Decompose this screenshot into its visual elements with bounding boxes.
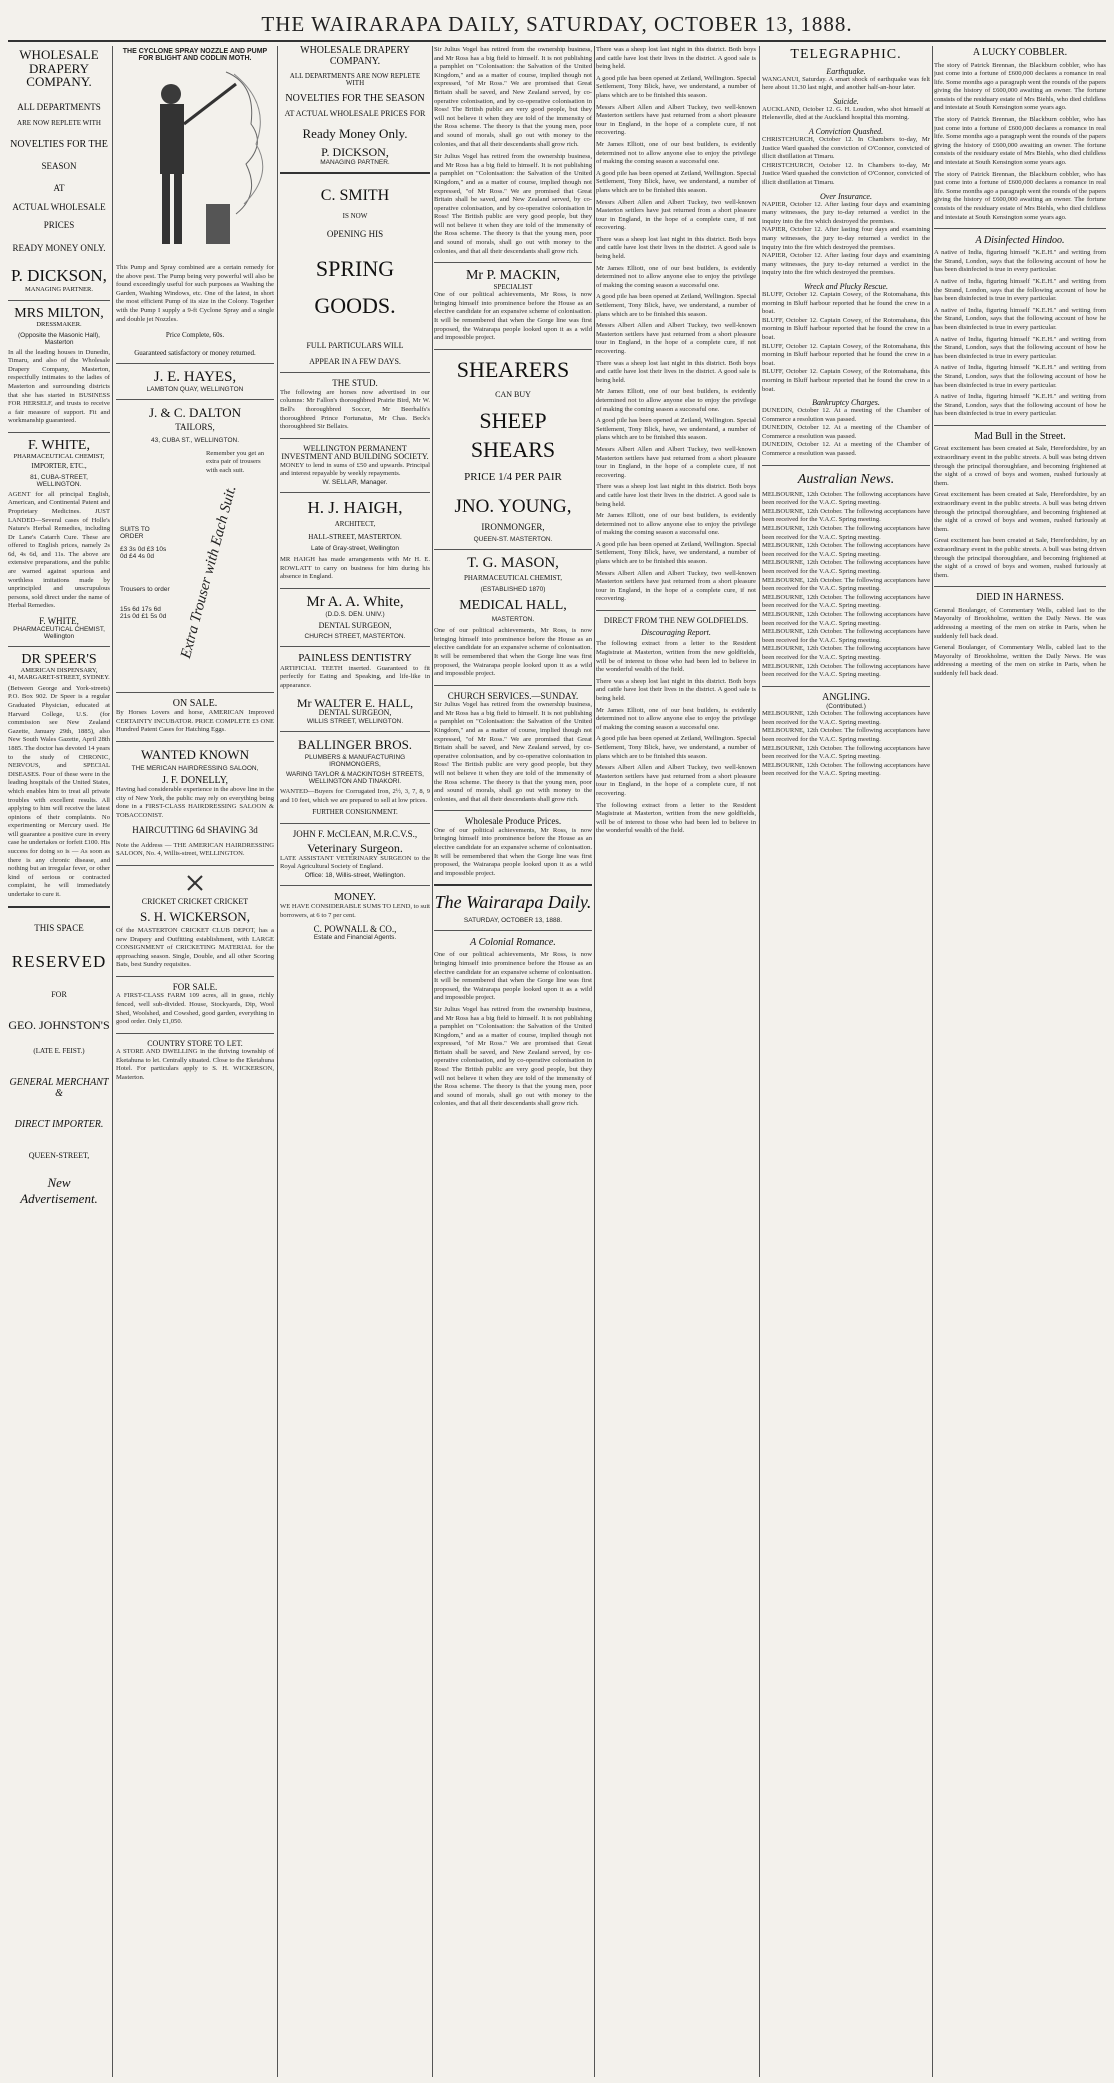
wholesale-heading: WHOLESALE <box>19 47 99 62</box>
article-heading: A LUCKY COBBLER. <box>972 47 1068 58</box>
ad-text: W. SELLAR, Manager. <box>322 478 388 486</box>
ad-text: CAN BUY <box>495 389 531 399</box>
article-body: NAPIER, October 12. After lasting four days and examining many witnesses, the jury to-day returned a verdict in the inquiry into the fire which destroyed the premises. <box>762 226 930 251</box>
man-with-sprayer-icon <box>116 64 274 264</box>
ad-text: NOVELTIES FOR THE <box>10 138 108 150</box>
ad-body: Remember you get an extra pair of trousers with each suit. <box>206 449 265 474</box>
masthead <box>0 0 1114 44</box>
ad-text: Late of Gray-street, Wellington <box>310 545 400 553</box>
ad-body: AGENT for all principal English, American, and Continental Patent and Proprietary Medicines. JUST LANDED—Several cases of Holle's Nature's Herbal Remedies, including Dr Lane's Catarrh Cure. These are offered to English prices, namely 2s 6d, 4s 6d, and 11s. The above are extensive preparations, and the public are warned against spurious and worthless imitations made by unprincipled and unscrupulous persons, sold direct under the name of Herbal Remedies. <box>8 490 110 610</box>
ad-text: MEDICAL HALL, <box>459 597 567 613</box>
ad-name: DR SPEER'S <box>21 652 97 668</box>
article-body: MELBOURNE, 12th October. The following acceptances have been received for the V.A.C. Spring meeting. <box>762 576 930 593</box>
ad-text: ALL DEPARTMENTS ARE NOW REPLETE WITH <box>289 72 421 88</box>
column-4 <box>434 46 592 2077</box>
article-body: MELBOURNE, 12th October. The following acceptances have been received for the V.A.C. Spring meeting. <box>762 628 930 644</box>
ad-name: S. H. WICKERSON, <box>140 909 250 925</box>
article-subheading: Discouraging Report. <box>641 628 711 638</box>
article-body: Great excitement has been created at Sale, Herefordshire, by an extraordinary event in the public streets. A bull was being driven through the principal thoroughfare, and becoming frightened at the sight of a crowd of boys and women, rushed furiously at them. <box>934 537 1106 579</box>
section-heading: CHURCH SERVICES.—SUNDAY. <box>447 690 579 701</box>
ad-name: GEO. JOHNSTON'S <box>8 1018 110 1033</box>
ad-text: ALL DEPARTMENTS <box>17 101 101 112</box>
ad-text: RESERVED <box>11 952 107 972</box>
article-body: MELBOURNE, 12th October. The following acceptances have been received for the V.A.C. Spring meeting. <box>762 593 930 610</box>
article-heading: Bankruptcy Charges. <box>812 398 880 408</box>
article-body: A good pile has been opened at Zetland, Wellington. Special Settlement, Tony Blick, have, we understand, a number of plans which are to be finished this season. <box>596 169 756 194</box>
ad-text: Veterinary Surgeon. <box>307 841 403 856</box>
article-body: Mr James Elliott, one of our best builders, is evidently determined not to allow anyone else to enjoy the privilege of making the coming season a successful one. <box>596 264 756 289</box>
ad-text: QUEEN-ST. MASTERTON. <box>473 536 553 544</box>
masthead-rule <box>8 40 1106 42</box>
ad-name: MRS MILTON, <box>14 306 104 322</box>
ad-text: SPECIALIST <box>493 282 533 291</box>
article-body: A native of India, figuring himself "K.E.H." and writing from the Strand, London, says that the following account of how he has been disinfected is true in every particular. <box>934 393 1106 418</box>
ad-text: ACTUAL WHOLESALE <box>12 202 106 213</box>
ad-text: CRICKET CRICKET CRICKET <box>141 897 249 907</box>
column-5 <box>596 46 756 2077</box>
article-body: Mr James Elliott, one of our best builders, is evidently determined not to allow anyone else to enjoy the privilege of making the coming season a successful one. <box>596 512 756 537</box>
ad-text: Trousers to order <box>120 585 170 593</box>
ad-text: FURTHER CONSIGNMENT. <box>312 808 398 817</box>
ad-name: C. POWNALL & CO., <box>313 923 397 934</box>
ad-body: ARTIFICIAL TEETH inserted. Guaranteed to fit perfectly for Eating and Speaking, and life-like in appearance. <box>280 664 430 689</box>
ad-text: LAMBTON QUAY, WELLINGTON <box>146 385 244 393</box>
article-body: MELBOURNE, 12th October. The following acceptances have been received for the V.A.C. Spring meeting. <box>762 744 930 761</box>
column-7 <box>934 46 1106 2077</box>
ad-heading: PAINLESS DENTISTRY <box>298 652 412 665</box>
ad-text: 15s 6d 17s 6d 21s 0d £1 5s 0d <box>120 605 167 620</box>
ad-text: HALL-STREET, MASTERTON. <box>308 532 402 541</box>
article-body: A native of India, figuring himself "K.E.H." and writing from the Strand, London, says that the following account of how he has been disinfected is true in every particular. <box>934 306 1106 331</box>
ad-text: FOR <box>51 989 67 999</box>
section-heading: Wholesale Produce Prices. <box>464 816 562 827</box>
article-body: Messrs Albert Allen and Albert Tuckey, two well-known Masterton settlers have just returned from a short pleasure tour in England, in the hope of a complete cure, if not recovering. <box>596 198 756 232</box>
ad-text: FULL PARTICULARS WILL <box>306 340 404 350</box>
vertical-slogan: Extra Trouser with Each Suit. <box>178 483 240 660</box>
ad-text: AT <box>53 182 65 193</box>
article-body: NAPIER, October 12. After lasting four days and examining many witnesses, the jury to-day returned a verdict in the inquiry into the fire which destroyed the premises. <box>762 252 930 277</box>
ad-body: This Pump and Spray combined are a certain remedy for the above pest. The Pump being very powerful will also be found exceedingly useful for such purposes as Washing the Garden, Washing Windows, etc. One of the latest, in short the most efficient Pump of its size in the Colony. Together with the Pump I supply a 9-ft Cyclone Spray and a single and double jet Nozzles. <box>116 264 274 323</box>
wholesale-heading: COMPANY. <box>26 74 92 90</box>
article-body: MELBOURNE, 12th October. The following acceptances have been received for the V.A.C. Spring meeting. <box>762 710 930 726</box>
ad-text: DENTAL SURGEON, <box>318 620 392 630</box>
ad-body: MR HAIGH has made arrangements with Mr H. E. ROWLATT to carry on business for him during his absence in England. <box>280 556 430 581</box>
ad-text: ARCHITECT, <box>334 519 376 528</box>
column-6 <box>762 46 930 2077</box>
article-body: A native of India, figuring himself "K.E.H." and writing from the Strand, London, says that the following account of how he has been disinfected is true in every particular. <box>934 249 1106 274</box>
article-body: CHRISTCHURCH, October 12. In Chambers to-day, Mr Justice Ward quashed the conviction of O'Connor, convicted of illicit distillation at Timaru. <box>762 136 930 161</box>
article-heading: DIED IN HARNESS. <box>976 592 1064 604</box>
article-body: There was a sheep lost last night in this district. Both boys and cattle have lost their lives in the district. A good sale is being held. <box>596 235 756 261</box>
article-body: MELBOURNE, 12th October. The following acceptances have been received for the V.A.C. Spring meeting. <box>762 727 930 743</box>
article-body: The following extract from a letter to the Resident Magistrate at Masterton, written from the new goldfields, will be of interest to those who had been led to believe in the wonderful wealth of the field. <box>596 640 756 674</box>
dalton-ad <box>116 406 274 686</box>
ad-text: (Opposite the Masonic Hall), Masterton <box>17 331 100 346</box>
ad-text: PHARMACEUTICAL CHEMIST, <box>463 574 562 583</box>
ad-text: SPRING <box>315 256 395 282</box>
ad-text: SHEARS <box>470 437 556 463</box>
ad-text: GENERAL MERCHANT & <box>9 1077 109 1100</box>
ad-text: PRICES <box>43 219 75 230</box>
ad-heading: FOR SALE. <box>172 982 218 993</box>
ad-text: PRICE 1/4 PER PAIR <box>464 470 562 483</box>
wholesale-heading: DRAPERY <box>29 60 89 76</box>
sprayer-illustration <box>116 64 274 264</box>
column-divider <box>759 46 760 2077</box>
ad-text: WILLIS STREET, WELLINGTON. <box>306 717 404 725</box>
article-body: Messrs Albert Allen and Albert Tuckey, two well-known Masterton settlers have just returned from a short pleasure tour in England, in the hope of a complete cure, if not recovering. <box>596 764 756 797</box>
ad-text: Estate and Financial Agents. <box>313 934 397 942</box>
ad-body: (Between George and York-streets) P.O. Box 902. Dr Speer is a regular Graduated Physician, educated at Harvard College, U.S. (for commission see New Zealand Gazette, January 29th, 1885), also New South Wales Gazette, April 28th 1885. The doctor has devoted 14 years to the study of CHRONIC, NERVOUS, and SPECIAL DISEASES. Four of these were in the leading hospitals of the United States, which enables him to treat all private troubles with excellent results. All applying to him will receive the latest opinions of their complaints. No experimenting or Mercury used. He will guarantee a positive cure in every case he undertakes or forfeit £100. His success for doing so is — As soon as there is any chronic disease, and nothing but an irregular fever, or other kind of serious or contracted complaint, he will immediately undertake to cure it. <box>8 684 110 899</box>
article-body: MELBOURNE, 12th October. The following acceptances have been received for the V.A.C. Spring meeting. <box>762 559 930 575</box>
article-body: A native of India, figuring himself "K.E.H." and writing from the Strand, London, says that the following account of how he has been disinfected is true in every particular. <box>934 364 1106 389</box>
ad-text: OPENING HIS <box>326 228 384 239</box>
article-body: MELBOURNE, 12th October. The following acceptances have been received for the V.A.C. Spring meeting. <box>762 490 930 507</box>
ad-name: Mr WALTER E. HALL, <box>296 695 414 710</box>
article-subheading: (Contributed.) <box>826 703 866 711</box>
cricket-bat-icon <box>184 872 206 894</box>
ad-body: MONEY to lend in sums of £50 and upwards. Principal and interest repayable by weekly repayments. <box>280 461 430 478</box>
ad-text: QUEEN-STREET, <box>28 1151 90 1161</box>
article-body: MELBOURNE, 12th October. The following acceptances have been received for the V.A.C. Spring meeting. <box>762 645 930 661</box>
ad-text: New Advertisement. <box>20 1174 98 1206</box>
ad-name: JOHN F. McCLEAN, M.R.C.V.S., <box>292 828 418 839</box>
article-heading: Wreck and Plucky Rescue. <box>803 281 889 291</box>
article-body: A native of India, figuring himself "K.E.H." and writing from the Strand, London, says that the following account of how he has been disinfected is true in every particular. <box>934 335 1106 360</box>
ad-name: P. DICKSON, <box>11 266 107 286</box>
ad-text: AT ACTUAL WHOLESALE PRICES FOR <box>284 109 426 119</box>
article-body: A good pile has been opened at Zetland, Wellington. Special Settlement, Tony Blick, have, we understand, a number of plans which are to be finished this season. <box>596 735 756 760</box>
article-body: The following extract from a letter to the Resident Magistrate at Masterton, written from the new goldfields, will be of interest to those who had been led to believe in the wonderful wealth of the field. <box>596 801 756 835</box>
ad-body: WANTED—Buyers for Corrugated Iron, 2½, 3, 7, 8, 9 and 10 feet, which we are prepared to sell at low prices. <box>280 788 430 804</box>
ad-text: READY MONEY ONLY. <box>12 242 106 253</box>
article-body: BLUFF, October 12. Captain Cowey, of the Rotomahana, this morning in Bluff harbour reported that he found the crew in a boat. <box>762 368 930 393</box>
article-body: The story of Patrick Brennan, the Blackburn cobbler, who has just come into a fortune of £600,000 declares a romance in real life. Some months ago a paragraph went the rounds of the papers giving the history of £600,000 awaiting an owner. The fortune consists of the residuary estate of Mrs Biehls, who died childless and intestate at South Kensington some years ago. <box>934 170 1106 221</box>
article-body: There was a sheep lost last night in this district. Both boys and cattle have lost their lives in the district. A good sale is being held. <box>596 483 756 508</box>
article-body: BLUFF, October 12. Captain Cowey, of the Rotomahana, this morning in Bluff harbour reported that he found the crew in a boat. <box>762 316 930 341</box>
ad-body: By Horses Lovers and horse, AMERICAN Improved CERTAINTY INCUBATOR. PRICE COMPLETE £3 ONE Hundred Patent Cases for Hatching Eggs. <box>116 709 274 734</box>
article-body: A good pile has been opened at Zetland, Wellington. Special Settlement, Tony Blick, have, we understand, a number of plans which are to be finished this season. <box>596 417 756 442</box>
article-body: A good pile has been opened at Zetland, Wellington. Special Settlement, Tony Blick, have, we understand, a number of plans which are to be finished this season. <box>596 74 756 99</box>
article-heading: A Colonial Romance. <box>470 937 556 949</box>
ad-text: NOVELTIES FOR THE SEASON <box>285 92 425 104</box>
ad-text: 43, CUBA ST., WELLINGTON. <box>150 436 240 444</box>
newspaper-title: THE WAIRARAPA DAILY, SATURDAY, OCTOBER 13, 1888. <box>261 12 853 36</box>
ad-name: F. WHITE, <box>27 437 90 453</box>
article-body: Sir Julius Vogel has retired from the ownership business, and Mr Ross has a big field to himself. It is not publishing a pamphlet on "Colonisation: the Salvation of the United Kingdom," and as a matter of course, implied though not expressed, "of Mr Ross." We are promised that Great Britain shall be saved, and New Zealand served, by co-operative colonisation, and by co-operative colonisation in Ross! The British public are very good people, but they will not believe it when they are told of the immensity of the Ross scheme. The theory is that the young men, poor and sound of morals, shall go out with money to the colonies, and that all their descendants shall grow rich. <box>434 701 592 803</box>
ad-text: GOODS. <box>314 293 396 319</box>
article-body: NAPIER, October 12. After lasting four days and examining many witnesses, the jury to-day returned a verdict in the inquiry into the fire which destroyed the premises. <box>762 200 930 225</box>
ad-text: TAILORS, <box>175 422 215 433</box>
article-body: One of our political achievements, Mr Ross, is now bringing himself into prominence before the House as an elective candidate for an expansive scheme of colonisation. It will be remembered that when the Gorge line was first proposed, the Wairarapa people looked upon it as a wild and impossible project. <box>434 291 592 342</box>
article-body: MELBOURNE, 12th October. The following acceptances have been received for the V.A.C. Spring meeting. <box>762 507 930 524</box>
ad-text: CHURCH STREET, MASTERTON. <box>304 633 406 641</box>
article-body: A good pile has been opened at Zetland, Wellington. Special Settlement, Tony Blick, have, we understand, a number of plans which are to be finished this season. <box>596 540 756 566</box>
ad-text: (ESTABLISHED 1870) <box>480 585 546 593</box>
ad-body: Of the MASTERTON CRICKET CLUB DEPOT, has a new Drapery and Outfitting establishment, with LARGE CONSIGNMENT of CRICKETING MATERIAL for the approaching season. Single, Double, and all other Scoring Bats, best Sundry requisites. <box>116 927 274 969</box>
article-body: Mr James Elliott, one of our best builders, is evidently determined not to allow anyone else to enjoy the privilege of making the coming season a successful one. <box>596 706 756 731</box>
ad-text: DRESSMAKER. <box>36 320 82 328</box>
column-divider <box>112 46 113 2077</box>
ad-name: P. DICKSON, <box>321 145 389 160</box>
article-body: AUCKLAND, October 12. G. H. Loudon, who shot himself at Helensville, died at the Auckland hospital this morning. <box>762 105 930 122</box>
column-3 <box>280 46 430 2077</box>
article-body: MELBOURNE, 12th October. The following acceptances have been received for the V.A.C. Spring meeting. <box>762 610 930 627</box>
ad-text: (LATE E. FEIST.) <box>33 1046 85 1055</box>
ad-text: £3 3s 0d £3 10s 0d £4 4s 0d <box>120 545 167 560</box>
article-body: One of our political achievements, Mr Ross, is now bringing himself into prominence before the House as an elective candidate for an expansive scheme of colonisation. It will be remembered that when the Gorge line was first proposed, the Wairarapa people looked upon it as a wild and impossible project. <box>434 951 592 1002</box>
paper-date: SATURDAY, OCTOBER 13, 1888. <box>463 917 563 925</box>
column-divider <box>594 46 595 2077</box>
ad-name: C. SMITH <box>320 186 390 204</box>
ad-text: HAIRCUTTING 6d SHAVING 3d <box>132 825 258 836</box>
article-body: Messrs Albert Allen and Albert Tuckey, two well-known Masterton settlers have just returned from a short pleasure tour in England, in the hope of a complete cure, if not recovering. <box>596 569 756 603</box>
article-body: Great excitement has been created at Sale, Herefordshire, by an extraordinary event in the public streets. A bull was being driven through the principal thoroughfare, and becoming frightened at the sight of a crowd of boys and women, rushed furiously at them. <box>934 445 1106 487</box>
column-divider <box>277 46 278 2077</box>
article-body: CHRISTCHURCH, October 12. In Chambers to-day, Mr Justice Ward quashed the conviction of O'Connor, convicted of illicit distillation at Timaru. <box>762 161 930 187</box>
ad-text: SHEARERS <box>456 356 570 382</box>
article-body: DUNEDIN, October 12. At a meeting of the Chamber of Commerce a resolution was passed. <box>762 407 930 423</box>
article-body: Great excitement has been created at Sale, Herefordshire, by an extraordinary event in the public streets. A bull was being driven through the principal thoroughfare, and becoming frightened at the sight of a crowd of boys and women, rushed furiously at them. <box>934 491 1106 533</box>
article-heading: A Disinfected Hindoo. <box>975 235 1065 247</box>
ad-text: DIRECT IMPORTER. <box>14 1119 104 1131</box>
article-body: There was a sheep lost last night in this district. Both boys and cattle have lost their lives in the district. A good sale is being held. <box>596 677 756 702</box>
article-body: The story of Patrick Brennan, the Blackburn cobbler, who has just come into a fortune of £600,000 declares a romance in real life. Some months ago a paragraph went the rounds of the papers giving the history of £600,000 awaiting an owner. The fortune consists of the residuary estate of Mrs Biehls, who died childless and intestate at South Kensington some years ago. <box>934 116 1106 167</box>
article-body: DUNEDIN, October 12. At a meeting of the Chamber of Commerce a resolution was passed. <box>762 424 930 440</box>
article-body: MELBOURNE, 12th October. The following acceptances have been received for the V.A.C. Spring meeting. <box>762 542 930 558</box>
article-body: BLUFF, October 12. Captain Cowey, of the Rotomahana, this morning in Bluff harbour reported that he found the crew in a boat. <box>762 290 930 316</box>
ad-body: WE HAVE CONSIDERABLE SUMS TO LEND, to suit borrowers, at 6 to 7 per cent. <box>280 903 430 920</box>
column-1 <box>8 46 110 2077</box>
article-body: Sir Julius Vogel has retired from the ownership business, and Mr Ross has a big field to himself. It is not publishing a pamphlet on "Colonisation: the Salvation of the United Kingdom," and as a matter of course, implied though not expressed, "of Mr Ross." We are promised that Great Britain shall be saved, and New Zealand served, by co-operative colonisation, and by co-operative colonisation in Ross! The British public are very good people, but they will not believe it when they are told of the immensity of the Ross scheme. The theory is that the young men, poor and sound of morals, shall go out with money to the colonies, and that all their descendants shall grow rich. <box>434 1005 592 1108</box>
article-heading: Over Insurance. <box>820 191 872 201</box>
ad-text: SUITS TO ORDER <box>120 525 150 540</box>
ad-body: LATE ASSISTANT VETERINARY SURGEON to the Royal Agricultural Society of England. <box>280 854 430 871</box>
ad-text: MASTERTON. <box>491 616 535 624</box>
ad-text: SHEEP <box>479 408 547 434</box>
article-heading: Suicide. <box>833 96 859 106</box>
ad-text: IRONMONGER, <box>481 522 545 532</box>
article-body: Mr James Elliott, one of our best builders, is evidently determined not to allow anyone else to enjoy the privilege of making the coming season a successful one. <box>596 140 756 166</box>
ad-text: WARING TAYLOR & MACKINTOSH STREETS, WELLINGTON AND TINAKORI. <box>286 771 424 786</box>
ad-heading: ON SALE. <box>172 697 218 709</box>
section-heading: Australian News. <box>797 471 895 487</box>
ad-text: 41, MARGARET-STREET, SYDNEY. <box>8 673 110 681</box>
ad-text: (D.D.S. DEN. UNIV.) <box>325 610 385 618</box>
ad-name: J. F. DONELLY, <box>161 774 229 786</box>
ad-name: Mr P. MACKIN, <box>465 268 561 284</box>
ad-heading: WELLINGTON PERMANENT INVESTMENT AND BUILDING SOCIETY. <box>281 443 429 462</box>
ad-text: APPEAR IN A FEW DAYS. <box>309 356 401 366</box>
ad-text: PHARMACEUTICAL CHEMIST, Wellington <box>13 626 105 641</box>
article-body: One of our political achievements, Mr Ross, is now bringing himself into prominence before the House as an elective candidate for an expansive scheme of colonisation. It will be remembered that when the Gorge line was first proposed, the Wairarapa people looked upon it as a wild and impossible project. <box>434 826 592 877</box>
article-body: There was a sheep lost last night in this district. Both boys and cattle have lost their lives in the district. A good sale is being held. <box>596 359 756 384</box>
ad-name: T. G. MASON, <box>467 555 559 572</box>
article-heading: Mad Bull in the Street. <box>974 430 1066 442</box>
ad-text: THE MERICAN HAIRDRESSING SALOON, <box>131 764 259 772</box>
ad-text: AMERICAN DISPENSARY, <box>20 667 98 675</box>
article-body: MELBOURNE, 12th October. The following acceptances have been received for the V.A.C. Spring meeting. <box>762 662 930 679</box>
ad-text: 81, CUBA-STREET, WELLINGTON. <box>30 473 88 488</box>
article-body: General Boulanger, of Commentary Wells, cabled last to the Mayoralty of Brookholme, written the Daily News. He was addressing a meeting of the men on strike in Paris, when he suddenly fell back dead. <box>934 606 1106 640</box>
article-body: A good pile has been opened at Zetland, Wellington. Special Settlement, Tony Blick, have, we understand, a number of plans which are to be finished this season. <box>596 293 756 318</box>
ad-body: The following are horses now advertised in our columns: Mr Fallon's thoroughbred Prairie Bird, Mr W. Bell's thoroughbred Soccer, Mr Beerhalfs's thoroughbred Prince Fortunatus, Mr Chas. Beck's thoroughbred Sir Bellairs. <box>280 388 430 431</box>
column-2 <box>116 46 274 2077</box>
ad-body: Note the Address — THE AMERICAN HAIRDRESSING SALOON, No. 4, Willis-street, WELLINGTON. <box>116 841 274 858</box>
article-body: Sir Julius Vogel has retired from the ownership business, and Mr Ross has a big field to himself. It is not publishing a pamphlet on "Colonisation: the Salvation of the United Kingdom," and as a matter of course, implied though not expressed, "of Mr Ross." We are promised that Great Britain shall be saved, and New Zealand served, by co-operative colonisation, and by co-operative colonisation in Ross! The British public are very good people, but they will not believe it when they are told of the immensity of the Ross scheme. The theory is that the young men, poor and sound of morals, shall go out with money to the colonies, and that all their descendants shall grow rich. <box>434 153 592 255</box>
ad-text: IMPORTER, ETC., <box>31 462 87 471</box>
article-body: Sir Julius Vogel has retired from the ownership business, and Mr Ross has a big field to himself. It is not publishing a pamphlet on "Colonisation: the Salvation of the United Kingdom," and as a matter of course, implied though not expressed, "of Mr Ross." We are promised that Great Britain shall be saved, and New Zealand served, by co-operative colonisation, and by co-operative colonisation in Ross! The British public are very good people, but they will not believe it when they are told of the immensity of the Ross scheme. The theory is that the young men, poor and sound of morals, shall go out with money to the colonies, and that all their descendants shall grow rich. <box>434 46 592 148</box>
ad-heading: MONEY. <box>334 890 376 903</box>
ad-heading: THE CYCLONE SPRAY NOZZLE AND PUMP FOR BLIGHT AND CODLIN MOTH. <box>122 48 268 62</box>
ad-heading: THE STUD. <box>332 378 378 389</box>
ad-text: Ready Money Only. <box>302 125 408 141</box>
ad-name: H. J. HAIGH, <box>307 497 403 517</box>
ad-body: In all the leading houses in Dunedin, Timaru, and also of the Wholesale Drapery Company, Masterton, respectfully intimates to the ladies of Masterton and surrounding districts that she has started in BUSINESS FOR HERSELF, and trusts to receive a fair measure of support. Fit and workmanship guaranteed. <box>8 348 110 425</box>
ad-text: DENTAL SURGEON, <box>318 708 392 718</box>
article-heading: Earthquake. <box>826 66 866 76</box>
ad-body: A STORE AND DWELLING in the thriving township of Eketahuna to let. Centrally situated. Close to the Eketahuna Hotel. For particulars apply to S. H. WICKERSON, Masterton. <box>116 1048 274 1081</box>
column-divider <box>932 46 933 2077</box>
ad-name: J. E. HAYES, <box>153 368 237 385</box>
ad-text: Guaranteed satisfactory or money returned. <box>134 348 256 357</box>
article-body: BLUFF, October 12. Captain Cowey, of the Rotomahana, this morning in Bluff harbour reported that he found the crew in a boat. <box>762 342 930 367</box>
ad-body: A FIRST-CLASS FARM 109 acres, all in grass, richly fenced, well sub-divided. House, Stockyards, Dip, Wool Shed, Woolshed, and Cowshed, good garden, everything in good order. Only £1,050. <box>116 992 274 1026</box>
article-body: Mr James Elliott, one of our best builders, is evidently determined not to allow anyone else to enjoy the privilege of making the coming season a successful one. <box>596 388 756 413</box>
ad-text: MANAGING PARTNER. <box>25 286 93 294</box>
article-body: Messrs Albert Allen and Albert Tuckey, two well-known Masterton settlers have just returned from a short pleasure tour in England, in the hope of a complete cure, if not recovering. <box>596 445 756 479</box>
ad-text: F. WHITE, <box>39 616 79 627</box>
ad-text: MANAGING PARTNER. <box>320 158 390 166</box>
ad-text: ARE NOW REPLETE WITH <box>17 119 101 128</box>
ad-name: J. & C. DALTON <box>148 404 242 420</box>
article-body: MELBOURNE, 12th October. The following acceptances have been received for the V.A.C. Spring meeting. <box>762 761 930 778</box>
article-body: One of our political achievements, Mr Ross, is now bringing himself into prominence before the House as an elective candidate for an expansive scheme of colonisation. It will be remembered that when the Gorge line was first proposed, the Wairarapa people looked upon it as a wild and impossible project. <box>434 627 592 678</box>
ad-text: IS NOW <box>342 211 368 220</box>
ad-text: SEASON <box>41 161 77 172</box>
section-heading: ANGLING. <box>821 691 871 703</box>
article-body: General Boulanger, of Commentary Wells, cabled last to the Mayoralty of Brookholme, written the Daily News. He was addressing a meeting of the men on strike in Paris, when he suddenly fell back dead. <box>934 644 1106 677</box>
article-body: There was a sheep lost last night in this district. Both boys and cattle have lost their lives in the district. A good sale is being held. <box>596 46 756 71</box>
article-heading: DIRECT FROM THE NEW GOLDFIELDS. <box>603 616 749 626</box>
article-body: A native of India, figuring himself "K.E.H." and writing from the Strand, London, says that the following account of how he has been disinfected is true in every particular. <box>934 277 1106 303</box>
ad-heading: COUNTRY STORE TO LET. <box>147 1038 243 1048</box>
ad-text: Price Complete, 60s. <box>165 331 225 340</box>
ad-body: Having had considerable experience in the above line in the city of New York, the public may rely on everything being done in a FIRST-CLASS HAIRDRESSING SALOON & TOBACCONIST. <box>116 786 274 819</box>
ad-text: THIS SPACE <box>34 922 84 933</box>
section-heading: TELEGRAPHIC. <box>790 47 902 62</box>
ad-heading: WHOLESALE DRAPERY COMPANY. <box>300 46 410 67</box>
ad-name: JNO. YOUNG, <box>454 496 572 518</box>
ad-name: BALLINGER BROS. <box>297 736 413 752</box>
ad-heading: WANTED KNOWN <box>141 746 249 762</box>
article-body: Messrs Albert Allen and Albert Tuckey, two well-known Masterton settlers have just returned from a short pleasure tour in England, in the hope of a complete cure, if not recovering. <box>596 322 756 355</box>
article-body: The story of Patrick Brennan, the Blackburn cobbler, who has just come into a fortune of £600,000 declares a romance in real life. Some months ago a paragraph went the rounds of the papers giving the history of £600,000 awaiting an owner. The fortune consists of the residuary estate of Mrs Biehls, who died childless and intestate at South Kensington some years ago. <box>934 61 1106 112</box>
article-heading: A Conviction Quashed. <box>808 127 884 137</box>
ad-text: Office: 18, Willis-street, Wellington. <box>304 871 406 879</box>
ad-text: PLUMBERS & MANUFACTURING IRONMONGERS, <box>304 754 406 769</box>
ad-text: PHARMACEUTICAL CHEMIST, <box>13 452 105 460</box>
article-body: DUNEDIN, October 12. At a meeting of the Chamber of Commerce a resolution was passed. <box>762 441 930 458</box>
paper-nameplate: The Wairarapa Daily. <box>434 892 592 913</box>
article-body: MELBOURNE, 12th October. The following acceptances have been received for the V.A.C. Spring meeting. <box>762 525 930 541</box>
ad-name: Mr A. A. White, <box>306 594 404 611</box>
article-body: WANGANUI, Saturday. A smart shock of earthquake was felt here about 11.30 last night, and another half-an-hour later. <box>762 75 930 92</box>
column-divider <box>432 46 433 2077</box>
article-body: Messrs Albert Allen and Albert Tuckey, two well-known Masterton settlers have just returned from a short pleasure tour in England, in the hope of a complete cure, if not recovering. <box>596 103 756 137</box>
